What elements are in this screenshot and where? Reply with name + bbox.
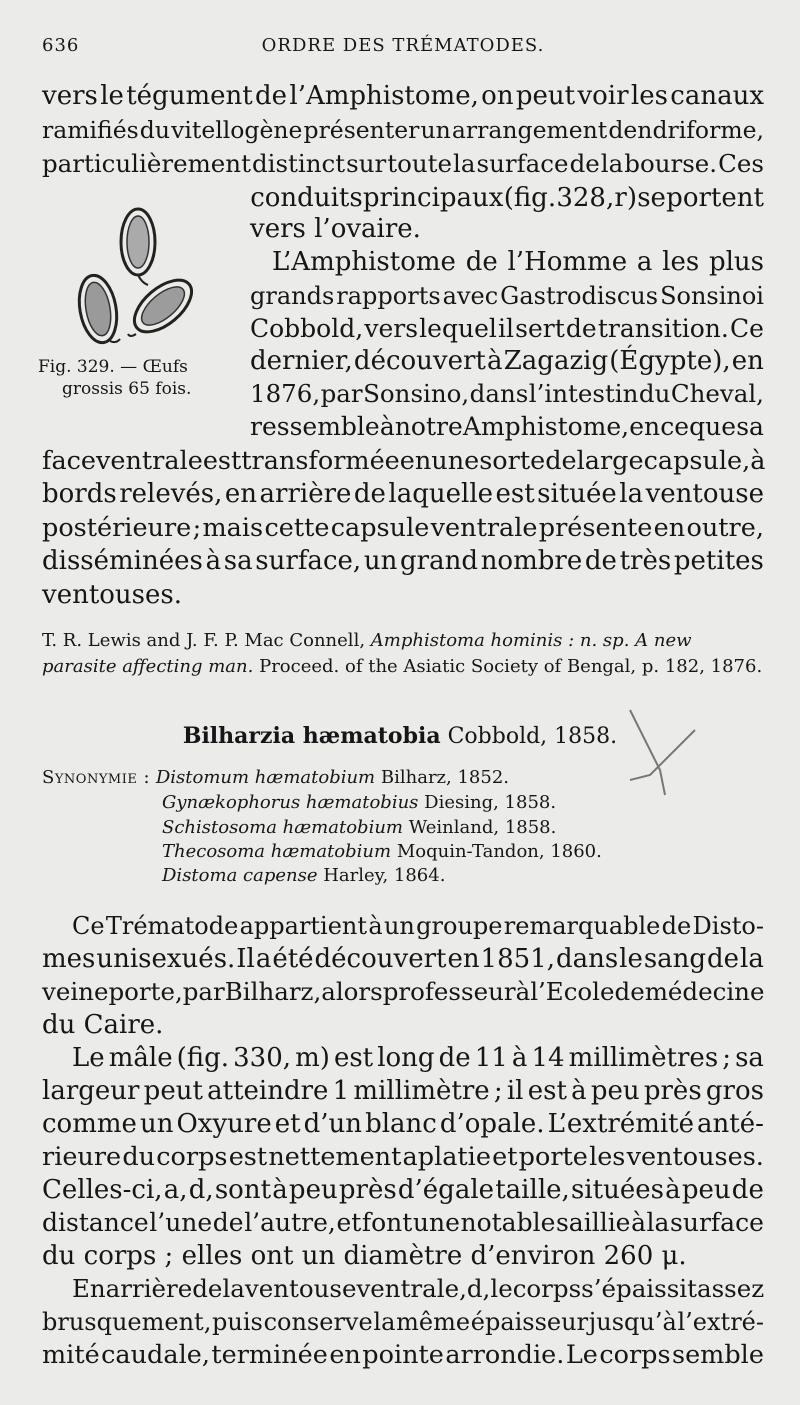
text-line: conduits principaux (fig. 328, r) se portent xyxy=(250,183,764,213)
egg-top xyxy=(121,209,155,285)
text-line: ramifiés du vitellogène présenter un arrangement dendriforme, xyxy=(42,116,764,144)
figure-caption xyxy=(38,356,248,400)
pencil-mark xyxy=(600,700,710,800)
caption-line: grossis 65 fois. xyxy=(62,379,192,399)
text-line: comme un Oxyure et d’un blanc d’opale. L’extrémité anté- xyxy=(42,1109,764,1139)
text-line: du corps ; elles ont un diamètre d’environ 260 μ. xyxy=(42,1241,687,1271)
text-line: En arrière de la ventouse ventrale, d, le corps s’épaissit assez xyxy=(72,1274,765,1303)
text-line: particulièrement distinct sur toute la surface de la bourse. Ces xyxy=(42,149,764,178)
text-line: vers l’ovaire. xyxy=(250,214,421,244)
text-line: bords relevés, en arrière de laquelle est située la ventouse xyxy=(42,479,764,509)
text-line: L’Amphistome de l’Homme a les plus xyxy=(272,247,764,277)
text-line: Ce Trématode appartient à un groupe remarquable de Disto- xyxy=(72,912,764,940)
text-line: du Caire. xyxy=(42,1010,164,1040)
text-line: face ventrale est transformée en une sorte de large capsule, à xyxy=(42,446,766,476)
text-line: brusquement, puis conserve la même épaisseur jusqu’à l’extré- xyxy=(42,1308,764,1336)
text-line: rieure du corps est nettement aplatie et porte les ventouses. xyxy=(42,1142,764,1172)
reference-line: T. R. Lewis and J. F. P. Mac Connell, Amphistoma hominis : n. sp. A new xyxy=(42,630,692,651)
text-line: mes unisexués. Il a été découvert en 1851, dans le sang de la xyxy=(42,944,764,974)
text-line: grands rapports avec Gastrodiscus Sonsinoi xyxy=(250,282,764,310)
text-line: Cobbold, vers lequel il sert de transition. Ce xyxy=(250,314,764,343)
egg-left xyxy=(74,272,121,345)
synonymy-line: Gynækophorus hæmatobius Diesing, 1858. xyxy=(162,792,557,813)
text-line: ressemble à notre Amphistome, en ce que sa xyxy=(250,412,764,441)
text-line: 1876, par Sonsino, dans l’intestin du Cheval, xyxy=(250,379,764,408)
text-line: vers le tégument de l’Amphistome, on peut voir les canaux xyxy=(42,81,764,111)
text-line: veine porte, par Bilharz, alors professeur à l’Ecole de médecine xyxy=(42,977,765,1006)
species-author: Cobbold, 1858. xyxy=(447,724,618,749)
caption-line: Fig. 329. — Œufs xyxy=(38,357,188,377)
synonymy-line: Schistosoma hæmatobium Weinland, 1858. xyxy=(162,817,557,838)
text-line: distance l’une de l’autre, et font une notable saillie à la surface xyxy=(42,1208,764,1237)
text-line: dernier, découvert à Zagazig (Égypte), en xyxy=(250,346,764,376)
synonymy-line: Synonymie : Distomum hæmatobium Bilharz, 1852. xyxy=(42,767,510,788)
synonymy-line: Distoma capense Harley, 1864. xyxy=(162,865,446,886)
text-line: mité caudale, terminée en pointe arrondie. Le corps semble xyxy=(42,1340,764,1370)
figure-eggs xyxy=(38,196,248,416)
text-line: ventouses. xyxy=(42,580,183,610)
text-line: largeur peut atteindre 1 millimètre ; il est à peu près gros xyxy=(42,1076,764,1106)
page-number: 636 xyxy=(42,35,80,56)
reference-line: parasite affecting man. Proceed. of the Asiatic Society of Bengal, p. 182, 1876. xyxy=(42,656,763,677)
text-line: Le mâle (fig. 330, m) est long de 11 à 14 millimètres ; sa xyxy=(72,1043,764,1073)
synonymy-line: Thecosoma hæmatobium Moquin-Tandon, 1860. xyxy=(162,841,602,862)
egg-right xyxy=(125,270,200,341)
running-title: ORDRE DES TRÉMATODES. xyxy=(261,35,545,56)
text-line: postérieure ; mais cette capsule ventrale présente en outre, xyxy=(42,513,764,543)
text-line: Celles-ci, a, d, sont à peu près d’égale taille, situées à peu de xyxy=(42,1175,764,1205)
running-header xyxy=(42,35,764,65)
text-line: disséminées à sa surface, un grand nombre de très petites xyxy=(42,546,764,576)
eggs-illustration xyxy=(38,196,248,346)
species-name: Bilharzia hæmatobia xyxy=(182,723,441,749)
